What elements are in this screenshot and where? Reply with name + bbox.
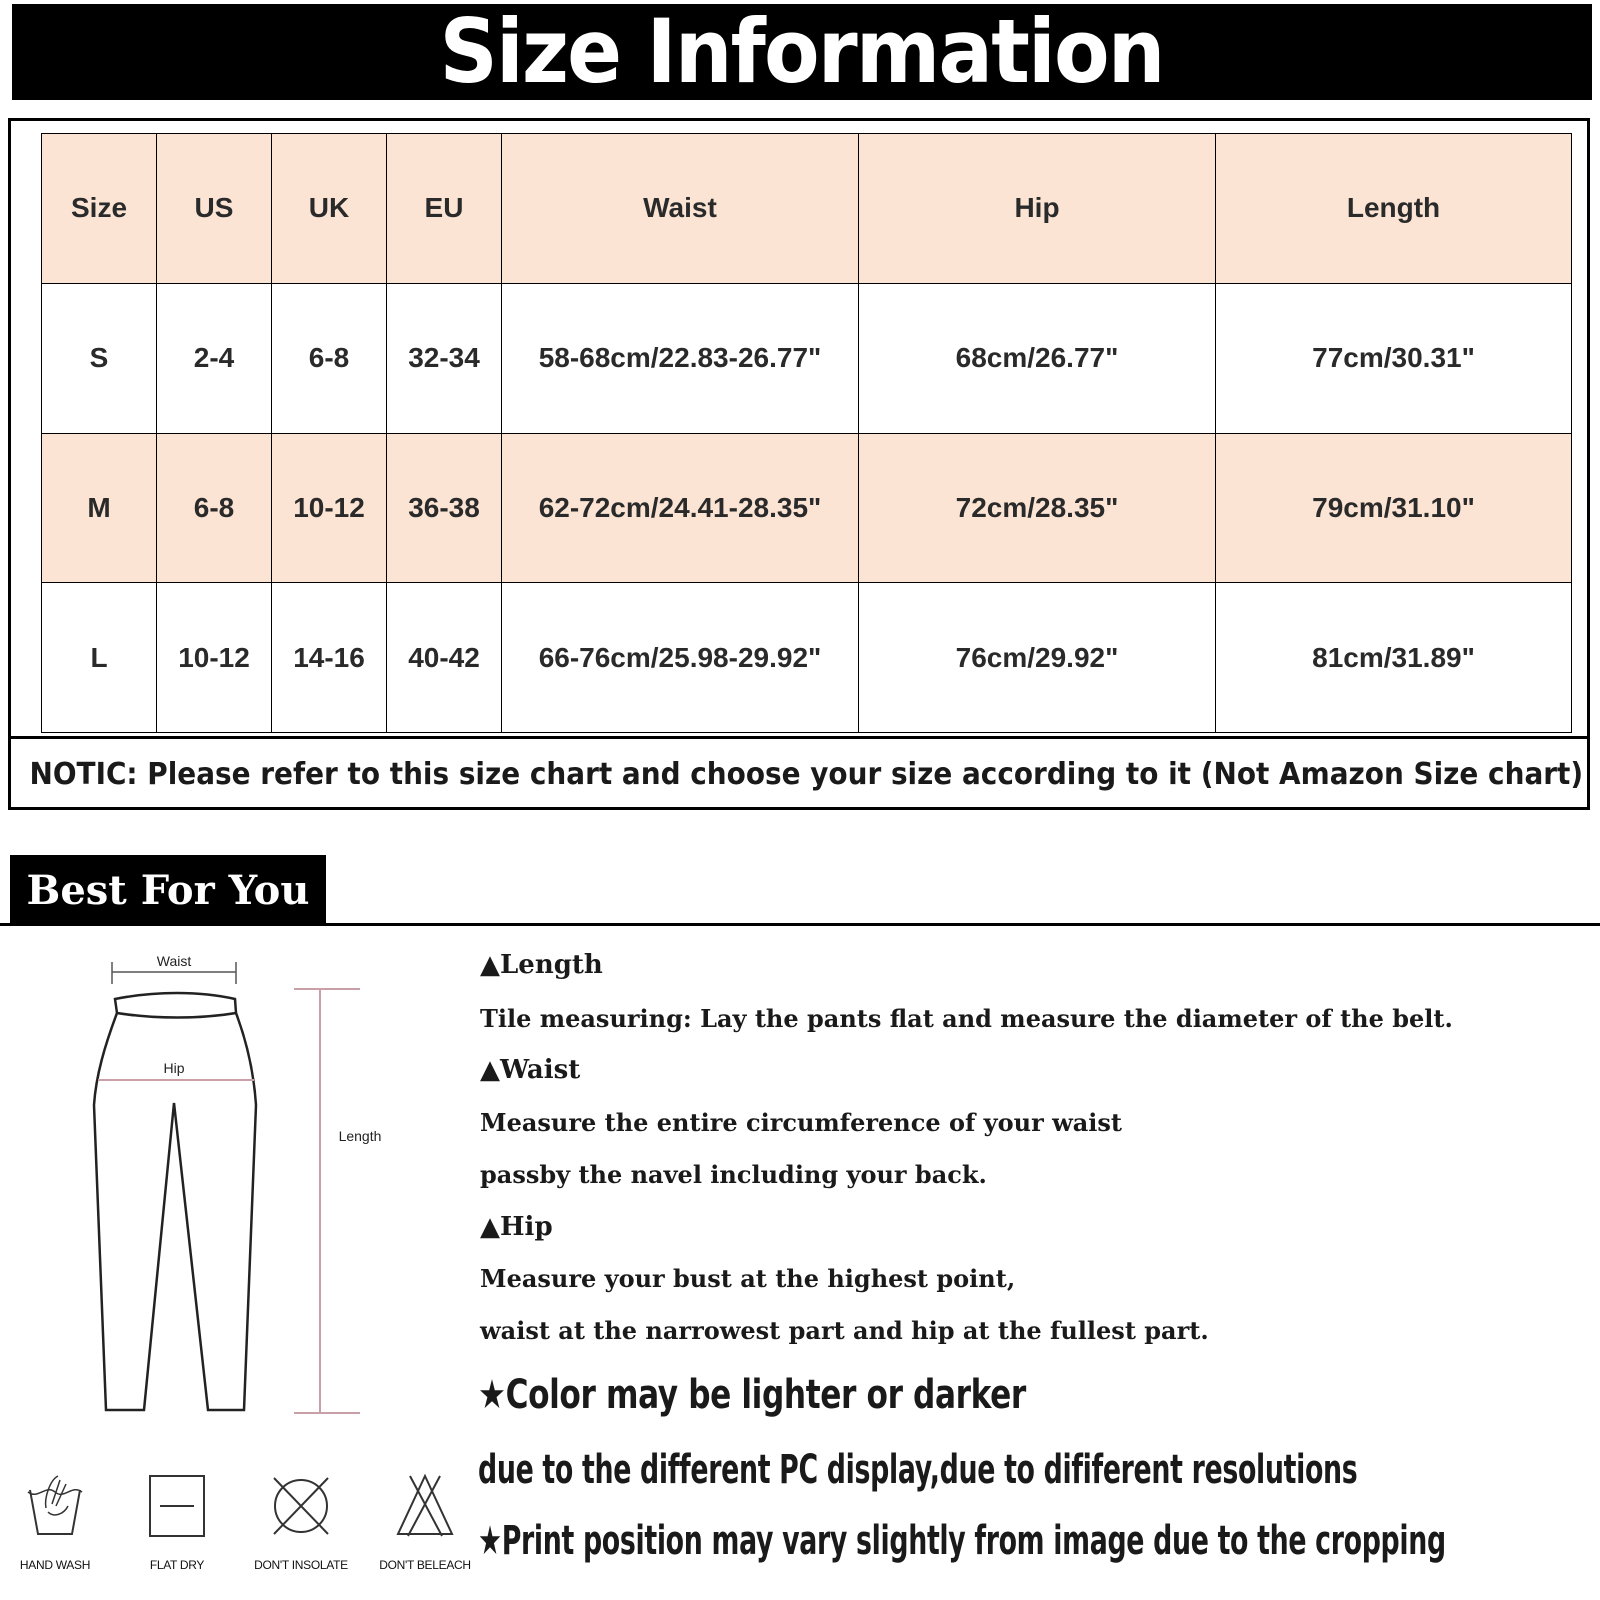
print-note-line: ★Print position may vary slightly from image due to the cropping <box>478 1518 1446 1564</box>
table-cell: 6-8 <box>272 283 387 433</box>
pants-measurement-diagram <box>60 955 420 1435</box>
length-measure-line <box>294 989 360 1413</box>
hip-instruction-line-2: waist at the narrowest part and hip at the fullest part. <box>480 1316 1209 1345</box>
column-header: UK <box>272 134 387 284</box>
table-cell: S <box>42 283 157 433</box>
table-header-row <box>42 134 1572 284</box>
column-header: US <box>157 134 272 284</box>
waist-instruction-line-1: Measure the entire circumference of your waist <box>480 1108 1123 1137</box>
size-notice <box>21 743 1591 805</box>
care-label: FLAT DRY <box>149 1558 205 1572</box>
section-tab <box>10 855 326 925</box>
flat-dry-icon <box>142 1470 212 1540</box>
size-chart-frame <box>8 118 1590 810</box>
title-banner <box>12 0 1592 103</box>
color-note-line-1: ★Color may be lighter or darker <box>478 1372 1026 1418</box>
table-cell: 2-4 <box>157 283 272 433</box>
length-instruction: Tile measuring: Lay the pants flat and measure the diameter of the belt. <box>480 1004 1453 1033</box>
table-cell: 76cm/29.92" <box>859 583 1216 733</box>
table-cell: 14-16 <box>272 583 387 733</box>
table-cell: 32-34 <box>387 283 502 433</box>
table-row <box>42 433 1572 583</box>
table-cell: L <box>42 583 157 733</box>
care-label: DON'T INSOLATE <box>254 1558 348 1572</box>
column-header: Length <box>1216 134 1572 284</box>
column-header: Waist <box>502 134 859 284</box>
section-title: Best For You <box>26 866 310 914</box>
table-row <box>42 583 1572 733</box>
care-dont-insolate <box>246 1470 356 1572</box>
column-header: EU <box>387 134 502 284</box>
table-cell: 72cm/28.35" <box>859 433 1216 583</box>
table-cell: M <box>42 433 157 583</box>
pants-outline <box>94 993 256 1410</box>
notice-divider <box>11 736 1587 739</box>
care-dont-bleach <box>370 1470 480 1572</box>
waist-diagram-label: Waist <box>156 955 192 969</box>
hip-heading: ▲Hip <box>480 1212 553 1242</box>
table-cell: 68cm/26.77" <box>859 283 1216 433</box>
size-notice-text: NOTIC: Please refer to this size chart and choose your size according to it (Not Amazon Size chart) <box>29 756 1583 792</box>
column-header: Size <box>42 134 157 284</box>
column-header: Hip <box>859 134 1216 284</box>
table-cell: 40-42 <box>387 583 502 733</box>
hip-instruction-line-1: Measure your bust at the highest point, <box>480 1264 1016 1293</box>
table-row <box>42 283 1572 433</box>
table-cell: 79cm/31.10" <box>1216 433 1572 583</box>
table-cell: 81cm/31.89" <box>1216 583 1572 733</box>
table-cell: 77cm/30.31" <box>1216 283 1572 433</box>
length-heading: ▲Length <box>480 950 603 980</box>
table-cell: 6-8 <box>157 433 272 583</box>
care-hand-wash <box>0 1470 110 1572</box>
care-label: DON'T BELEACH <box>379 1558 471 1572</box>
table-cell: 10-12 <box>272 433 387 583</box>
dont-bleach-icon <box>390 1470 460 1540</box>
care-label: HAND WASH <box>19 1558 91 1572</box>
care-flat-dry <box>122 1470 232 1572</box>
page-title: Size Information <box>439 0 1165 103</box>
hand-wash-icon <box>20 1470 90 1540</box>
dont-insolate-icon <box>266 1470 336 1540</box>
table-cell: 36-38 <box>387 433 502 583</box>
table-cell: 62-72cm/24.41-28.35" <box>502 433 859 583</box>
waist-heading: ▲Waist <box>480 1055 581 1085</box>
section-divider <box>0 923 1600 926</box>
table-cell: 58-68cm/22.83-26.77" <box>502 283 859 433</box>
color-note-line-2: due to the different PC display,due to dififerent resolutions <box>478 1447 1358 1493</box>
table-cell: 66-76cm/25.98-29.92" <box>502 583 859 733</box>
waist-instruction-line-2: passby the navel including your back. <box>480 1160 987 1189</box>
table-cell: 10-12 <box>157 583 272 733</box>
hip-diagram-label: Hip <box>163 1060 185 1076</box>
length-diagram-label: Length <box>338 1128 382 1144</box>
size-table <box>41 133 1572 733</box>
